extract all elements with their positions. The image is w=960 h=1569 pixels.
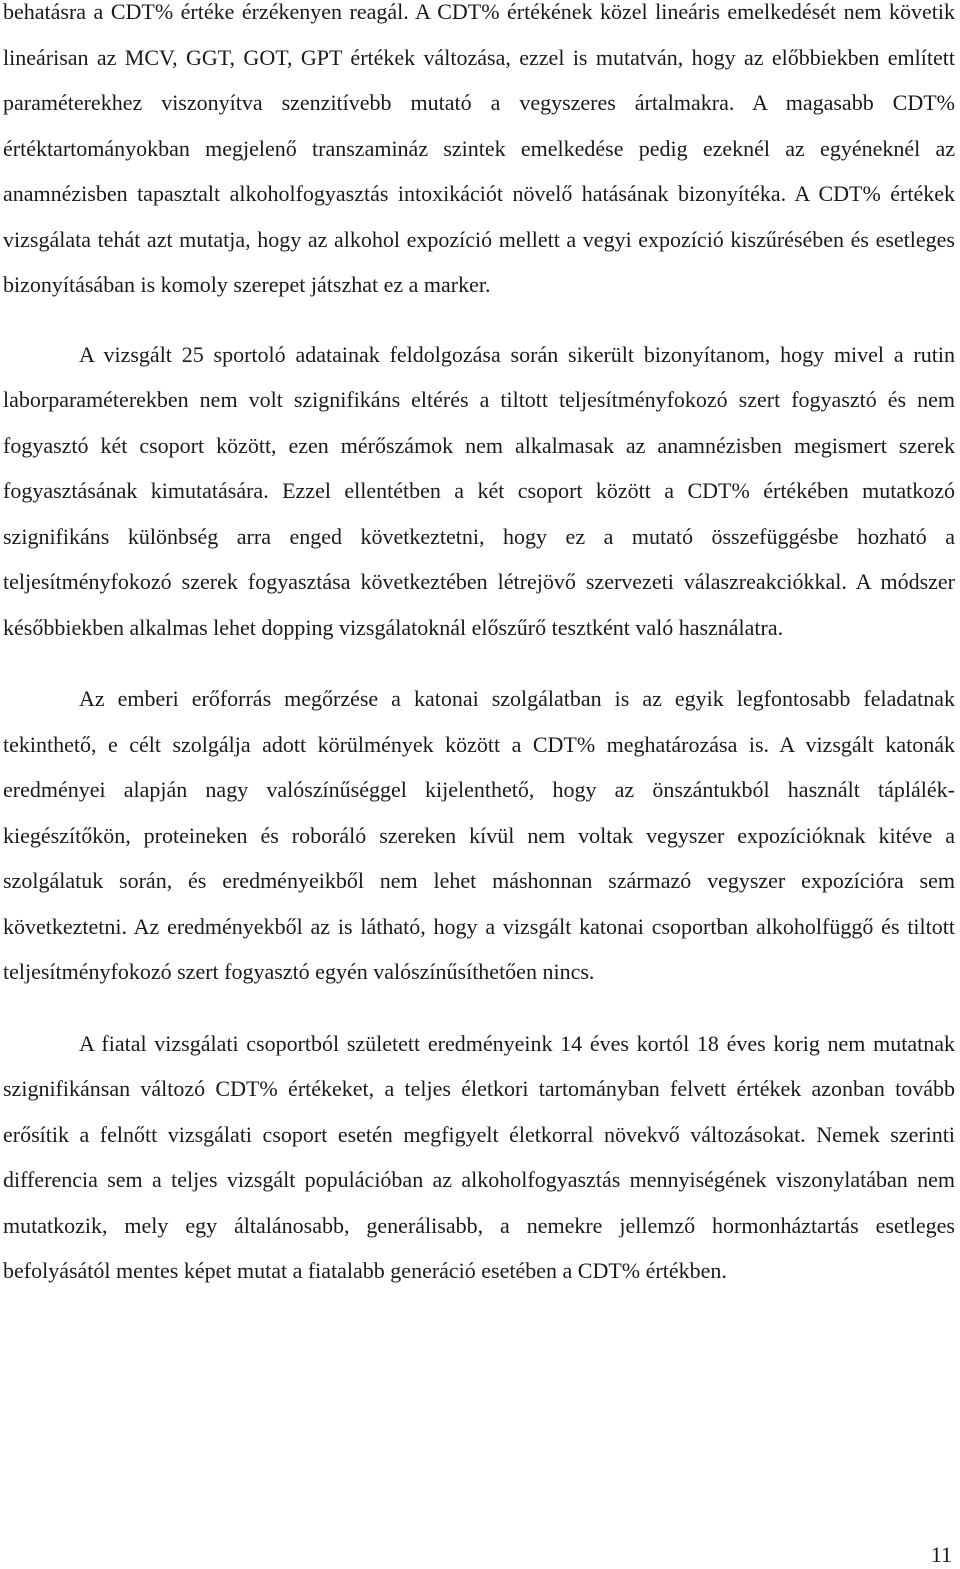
- paragraph-athletes-study: A vizsgált 25 sportoló adatainak feldolgozása során sikerült bizonyítanom, hogy mivel a rutin laborparaméterekben nem volt szignifikáns eltérés a tiltott teljesítményfokozó szert fogyasztó és nem fogyasztó két csoport között, ezen mérőszámok nem alkalmasak az anamnézisben megismert szerek fogyasztásának kimutatására. Ezzel ellentétben a két csoport között a CDT% értékében mutatkozó szignifikáns különbség arra enged következtetni, hogy ez a mutató összefüggésbe hozható a teljesítményfokozó szerek fogyasztása következtében létrejövő szervezeti válaszreakciókkal. A módszer későbbiekben alkalmas lehet dopping vizsgálatoknál előszűrő tesztként való használatra.: [3, 341, 955, 640]
- paragraph-military-study: Az emberi erőforrás megőrzése a katonai szolgálatban is az egyik legfontosabb feladatnak tekinthető, e célt szolgálja adott körülmények között a CDT% meghatározása is. A vizsgált katonák eredményei alapján nagy valószínűséggel kijelenthető, hogy az önszántukból használt táplálék-kiegészítőkön, proteineken és roboráló szereken kívül nem voltak vegyszer expozícióknak kitéve a szolgálatuk során, és eredményeikből nem lehet máshonnan származó vegyszer expozícióra sem következtetni. Az eredményekből az is látható, hogy a vizsgált katonai csoportban alkoholfüggő és tiltott teljesítményfokozó szert fogyasztó egyén valószínűsíthetően nincs.: [3, 686, 955, 984]
- page-number: 11: [930, 1542, 952, 1567]
- paragraph-youth-study: A fiatal vizsgálati csoportból született eredményeink 14 éves kortól 18 éves korig nem mutatnak szignifikánsan változó CDT% értékeket, a teljes életkori tartományban felvett értékek azonban tovább erősítik a felnőtt vizsgálati csoport esetén megfigyelt életkorral növekvő változásokat. Nemek szerinti differencia sem a teljes vizsgált populációban az alkoholfogyasztás mennyiségének viszonylatában nem mutatkozik, mely egy általánosabb, generálisabb, a nemekre jellemző hormonháztartás esetleges befolyásától mentes képet mutat a fiatalabb generáció esetében a CDT% értékben.: [3, 1030, 955, 1283]
- paragraph-continuation: behatásra a CDT% értéke érzékenyen reagál. A CDT% értékének közel lineáris emelkedését nem követik lineárisan az MCV, GGT, GOT, GPT értékek változása, ezzel is mutatván, hogy az előbbiekben említett paraméterekhez viszonyítva szenzitívebb mutató a vegyszeres ártalmakra. A magasabb CDT% értéktartományokban megjelenő transzamináz szintek emelkedése pedig ezeknél az egyéneknél az anamnézisben tapasztalt alkoholfogyasztás intoxikációt növelő hatásának bizonyítéka. A CDT% értékek vizsgálata tehát azt mutatja, hogy az alkohol expozíció mellett a vegyi expozíció kiszűrésében és esetleges bizonyításában is komoly szerepet játszhat ez a marker.: [3, 0, 955, 297]
- document-page: [3, 0, 955, 1294]
